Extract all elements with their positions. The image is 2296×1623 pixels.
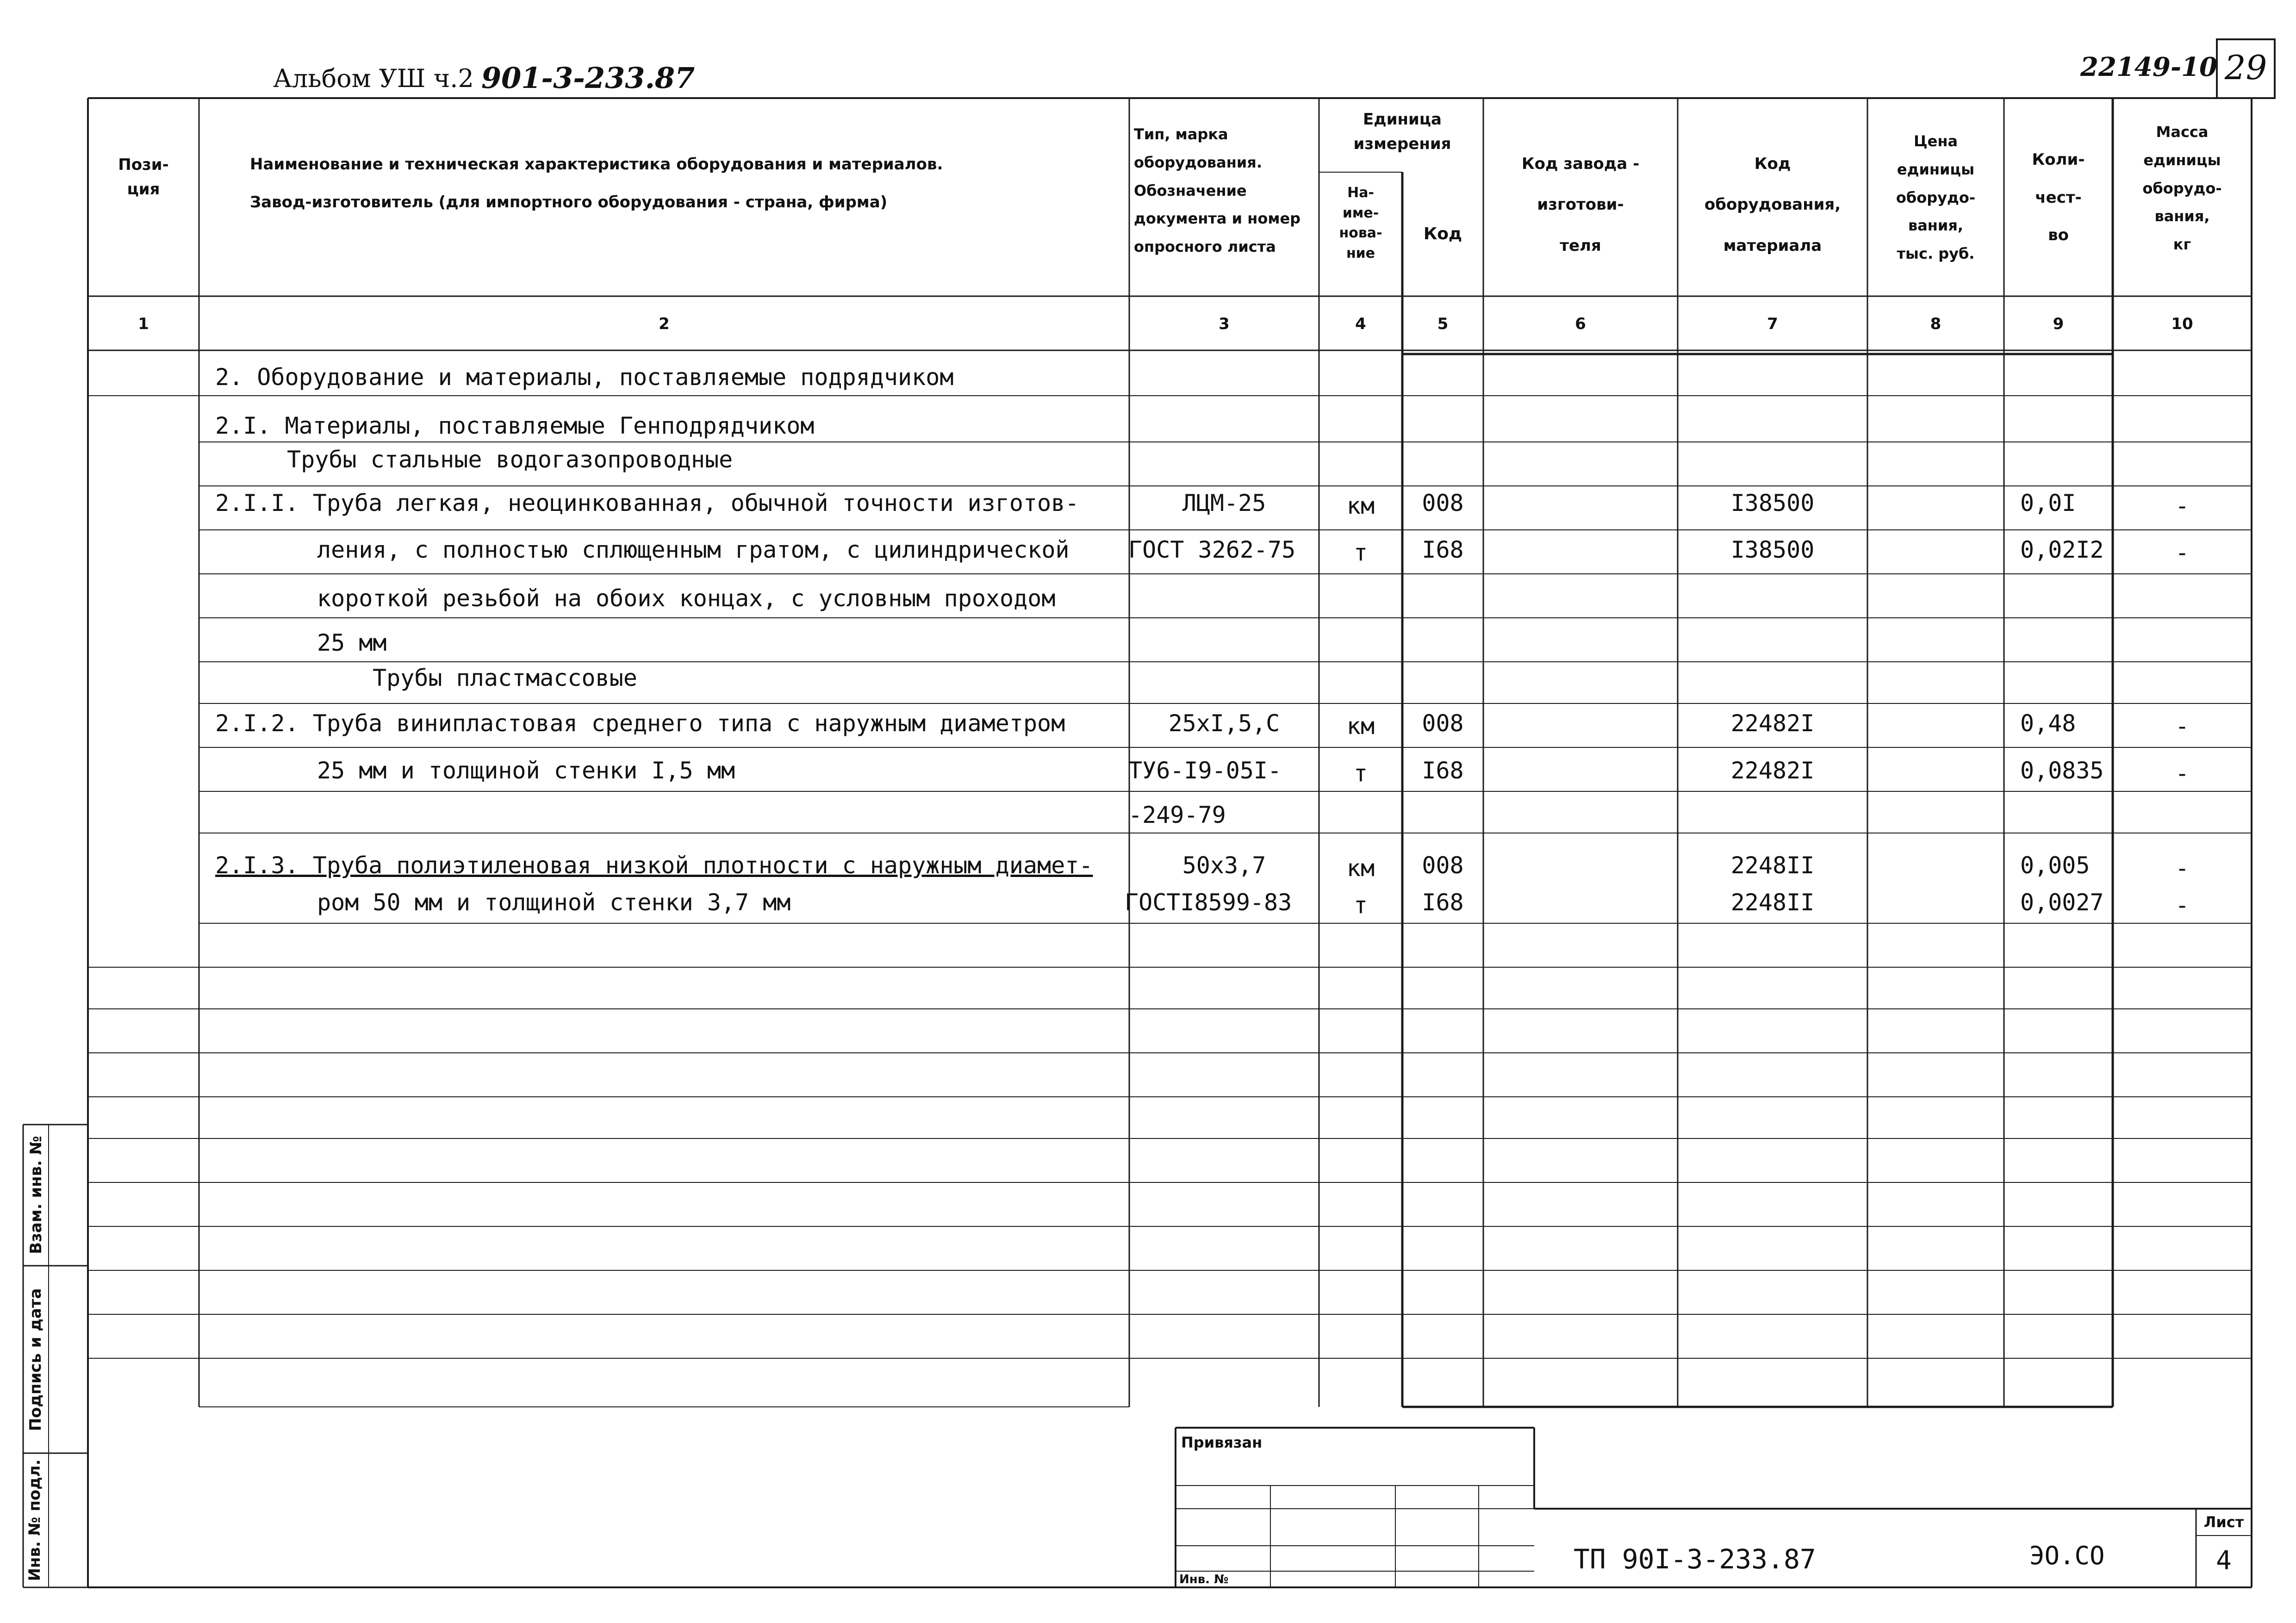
header-quantity: Коли- чест- во <box>2032 150 2085 245</box>
row-code: 008 <box>1422 710 1464 737</box>
row-name: 2.I. Материалы, поставляемые Генподрядчиком <box>215 412 815 439</box>
sidebar-inv-podl: Инв. № подл. <box>25 1459 44 1581</box>
row-quantity: 0,0I <box>2020 490 2076 516</box>
colnum-6: 6 <box>1575 315 1586 333</box>
row-code: 008 <box>1422 852 1464 879</box>
stamp-sheet-value: 4 <box>2216 1546 2232 1576</box>
row-type: ГОСТI8599-83 <box>1125 889 1292 916</box>
row-code: I68 <box>1422 889 1464 916</box>
row-type: ТУ6-I9-05I- <box>1128 757 1282 784</box>
row-unit: т <box>1353 892 1368 919</box>
header-name: Наименование и техническая характеристика оборудования и материалов. Завод-изготовитель (для импортного оборудования - страна, фирма) <box>250 155 943 211</box>
row-type: ГОСТ 3262-75 <box>1128 536 1296 563</box>
row-name: короткой резьбой на обоих концах, с условным проходом <box>317 585 1056 612</box>
row-unit: км <box>1346 713 1375 740</box>
row-name: ления, с полностью сплющенным гратом, с цилиндрической <box>317 536 1070 563</box>
stamp-sheet-label: Лист <box>2203 1513 2244 1531</box>
header-unit-name: На- име- нова- ние <box>1339 185 1382 261</box>
stamp-inv-no: Инв. № <box>1179 1573 1229 1586</box>
row-mass: - <box>2175 539 2190 566</box>
row-name: Трубы пластмассовые <box>373 665 637 691</box>
row-quantity: 0,02I2 <box>2020 536 2104 563</box>
archive-number: 22149-10 <box>2080 52 2217 82</box>
row-type: -249-79 <box>1128 802 1226 828</box>
row-material: 2248II <box>1730 889 1815 916</box>
header-plant-code: Код завода - изготови- теля <box>1521 155 1640 255</box>
row-name: 25 мм <box>317 629 387 656</box>
row-name: ром 50 мм и толщиной стенки 3,7 мм <box>317 889 791 916</box>
row-unit: т <box>1353 539 1368 566</box>
header-unit-group: Единица измерения <box>1353 110 1451 153</box>
row-name: 2.I.2. Труба винипластовая среднего типа с наружным диаметром <box>215 710 1065 737</box>
album-doc-code: 901-3-233.87 <box>481 61 695 95</box>
header-position: Пози- ция <box>118 155 169 199</box>
colnum-7: 7 <box>1767 315 1778 333</box>
colnum-9: 9 <box>2053 315 2064 333</box>
row-mass: - <box>2175 760 2190 787</box>
row-quantity: 0,48 <box>2020 710 2076 737</box>
row-name: 2. Оборудование и материалы, поставляемые подрядчиком <box>215 364 954 391</box>
colnum-4: 4 <box>1355 315 1366 333</box>
row-mass: - <box>2175 492 2190 519</box>
row-quantity: 0,0835 <box>2020 757 2104 784</box>
row-unit: т <box>1353 760 1368 787</box>
colnum-2: 2 <box>659 315 670 333</box>
stamp-privyazan: Привязан <box>1181 1434 1263 1451</box>
colnum-10: 10 <box>2171 315 2193 333</box>
row-mass: - <box>2175 713 2190 740</box>
colnum-3: 3 <box>1219 315 1230 333</box>
row-material: 22482I <box>1730 710 1815 737</box>
row-type: 50х3,7 <box>1182 852 1266 879</box>
header-price: Цена единицы оборудо- вания, тыс. руб. <box>1896 132 1976 263</box>
header-unit-code: Код <box>1423 224 1462 243</box>
row-mass: - <box>2175 892 2190 919</box>
colnum-5: 5 <box>1437 315 1449 333</box>
row-material: 22482I <box>1730 757 1815 784</box>
row-name: Трубы стальные водогазопроводные <box>287 446 733 473</box>
row-material: I38500 <box>1730 490 1815 516</box>
row-quantity: 0,0027 <box>2020 889 2104 916</box>
row-code: 008 <box>1422 490 1464 516</box>
row-type: 25хI,5,С <box>1168 710 1280 737</box>
header-mass: Масса единицы оборудо- вания, кг <box>2142 123 2222 254</box>
row-mass: - <box>2175 855 2190 882</box>
row-code: I68 <box>1422 536 1464 563</box>
row-unit: км <box>1346 492 1375 519</box>
colnum-8: 8 <box>1930 315 1941 333</box>
stamp-section: ЭО.СО <box>2029 1541 2105 1570</box>
sidebar-vzam-inv: Взам. инв. № <box>27 1136 45 1254</box>
row-type: ЛЦМ-25 <box>1182 490 1266 516</box>
row-name: 25 мм и толщиной стенки I,5 мм <box>317 757 735 784</box>
row-material: I38500 <box>1730 536 1815 563</box>
row-code: I68 <box>1422 757 1464 784</box>
sidebar-podpis-data: Подпись и дата <box>26 1288 45 1431</box>
row-quantity: 0,005 <box>2020 852 2090 879</box>
header-type: Тип, марка оборудования. Обозначение документа и номер опросного листа <box>1134 125 1301 256</box>
row-name: 2.I.I. Труба легкая, неоцинкованная, обычной точности изготов- <box>215 490 1079 516</box>
header-material-code: Код оборудования, материала <box>1704 155 1841 255</box>
sheet-number: 29 <box>2224 48 2267 87</box>
row-material: 2248II <box>1730 852 1815 879</box>
row-unit: км <box>1346 855 1375 882</box>
stamp-doc-number: ТП 90I-3-233.87 <box>1574 1543 1816 1575</box>
row-name: 2.I.3. Труба полиэтиленовая низкой плотности с наружным диамет- <box>215 852 1093 879</box>
album-label: Альбом УШ ч.2 <box>273 64 474 93</box>
colnum-1: 1 <box>138 315 149 333</box>
